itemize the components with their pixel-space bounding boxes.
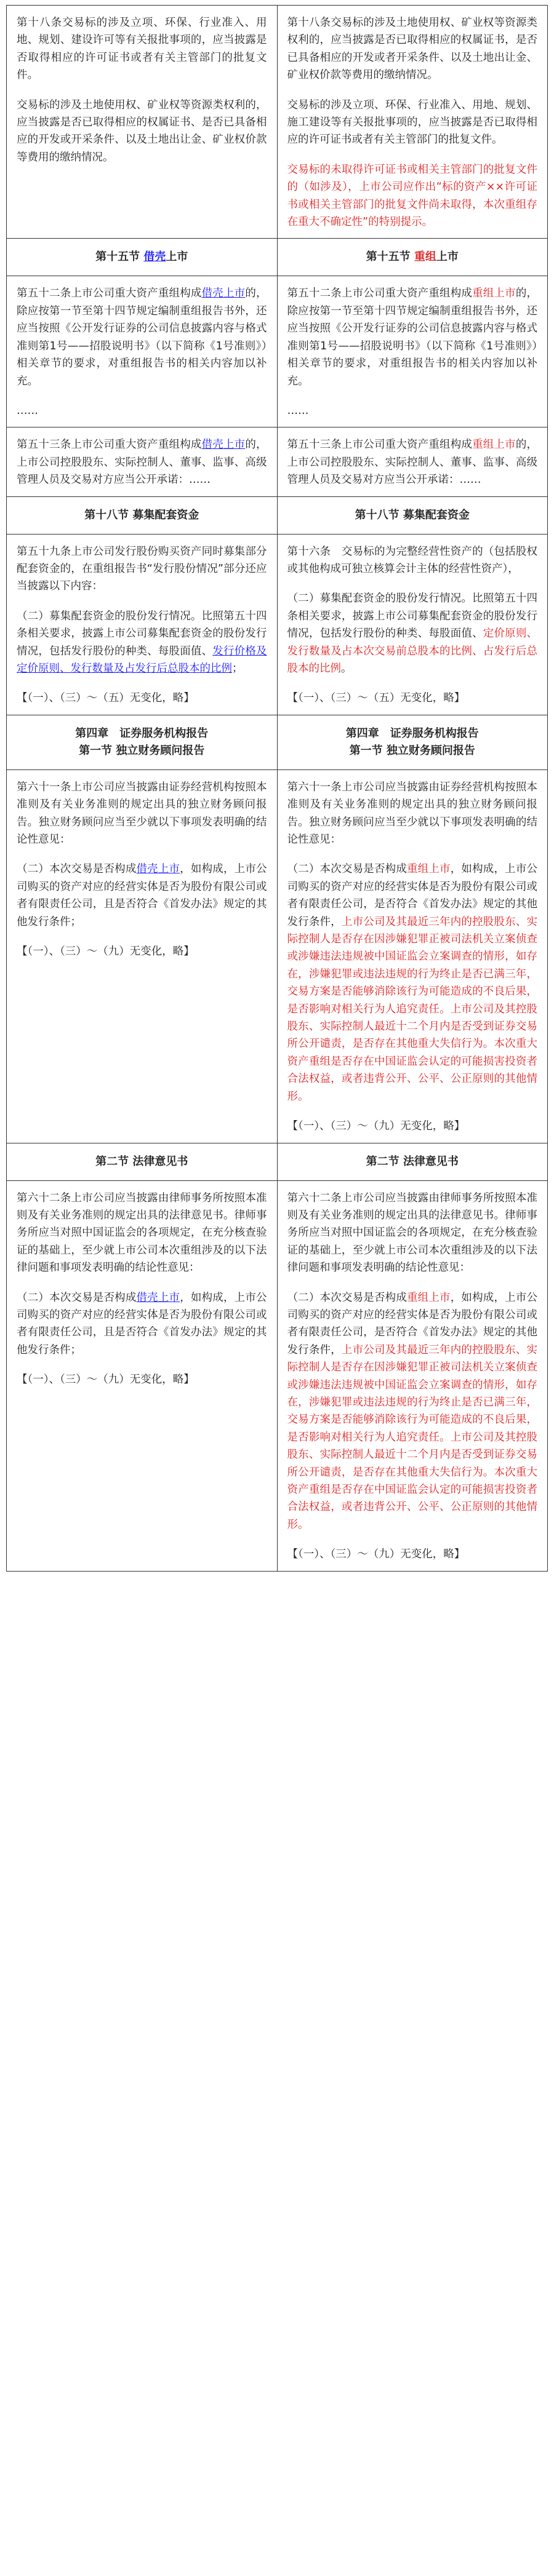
text-run: ，如构成，上市公司购买的资产对应的经营实体是否为股份有限公司或者有限责任公司，是否符合《首发办法》规定的其他发行条件，	[287, 1291, 538, 1356]
text-run: 第六十二条上市公司应当披露由律师事务所按照本准则及有关业务准则的规定出具的法律意见书。律师事务所应当对照中国证监会的各项规定，在充分核查验证的基础上，至少就上市公司本次重组涉及的以下法律问题和事项发表明确的结论性意见：	[287, 1191, 537, 1274]
highlight-revision: 重组上市	[472, 439, 516, 451]
text-run: 【（一）、（三）～（九）无变化，略】	[287, 1120, 465, 1133]
highlight-revision: 重组上市	[407, 1291, 451, 1304]
clause-paragraph	[287, 97, 538, 149]
text-run: （二）本次交易是否构成	[17, 863, 137, 876]
clause-paragraph	[17, 1371, 267, 1388]
text-run: 第四章 证券服务机构报告	[75, 726, 209, 740]
text-run: 第十八条交易标的涉及立项、环保、行业准入、用地、规划、建设许可等有关报批事项的，应当披露是否取得相应的许可证书或者有关主管部门的批复文件。	[17, 17, 267, 82]
clause-row	[7, 534, 548, 715]
section-header-row	[7, 496, 548, 534]
text-run: 第六十二条上市公司应当披露由律师事务所按照本准则及有关业务准则的规定出具的法律意见书。律师事务所应当对照中国证监会的各项规定，在充分核查验证的基础上，至少就上市公司本次重组涉及的以下法律问题和事项发表明确的结论性意见：	[17, 1191, 267, 1274]
original-text-cell	[7, 1143, 278, 1180]
section-header-row	[7, 715, 548, 769]
revised-text-cell	[277, 534, 548, 715]
text-run: 第六十一条上市公司应当披露由证券经营机构按照本准则及有关业务准则的规定出具的独立财务顾问报告。独立财务顾问应当至少就以下事项发表明确的结论性意见：	[287, 781, 537, 846]
clause-paragraph	[287, 402, 538, 419]
text-run: 第二节 法律意见书	[95, 1155, 188, 1168]
revised-text-cell	[277, 769, 548, 1143]
highlight-revision: 重组上市	[407, 863, 451, 876]
clause-paragraph	[17, 690, 267, 707]
clause-row	[7, 427, 548, 496]
text-run: 上市	[436, 250, 459, 264]
text-run: （二）本次交易是否构成	[287, 1291, 407, 1304]
text-run: ，如构成，上市公司购买的资产对应的经营实体是否为股份有限公司或者有限责任公司，且是否符合《首发办法》规定的其他发行条件；	[17, 863, 267, 928]
text-run: （二）本次交易是否构成	[287, 863, 407, 876]
highlight-revision: 重组上市	[472, 287, 516, 300]
clause-paragraph	[17, 285, 267, 389]
highlight-revision: 上市公司及其最近三年内的控股股东、实际控制人是否存在因涉嫌犯罪正被司法机关立案侦查或涉嫌违法违规被中国证监会立案调查的情形，如存在，涉嫌犯罪或违法违规的行为终止是否已满三年，交易方案是否能够消除该行为可能造成的不良后果，是否影响对相关行为人追究责任。上市公司及其控股股东、实际控制人最近十二个月内是否受到证券交易所公开谴责，是否存在其他重大失信行为。本次重大资产重组是否存在中国证监会认定的可能损害投资者合法权益，或者违背公开、公平、公正原则的其他情形。	[287, 1343, 538, 1531]
text-run: 【（一）、（三）～（九）无变化，略】	[17, 1373, 195, 1386]
clause-paragraph	[17, 943, 267, 960]
text-run: 的，上市公司控股股东、实际控制人、董事、监事、高级管理人员及交易对方应当公开承诺：……	[17, 439, 267, 487]
revised-text-cell	[277, 276, 548, 427]
highlight-revision: 定价原则、发行数量及占本次交易前总股本的比例、占发行后总股本的比例	[287, 627, 538, 675]
text-run: （二）募集配套资金的股份发行情况。比照第五十四条相关要求，披露上市公司募集配套资金的股份发行情况，包括发行股份的种类、每股面值、	[17, 610, 267, 658]
highlight-old-term: 借壳上市	[201, 287, 246, 300]
text-run: （二）募集配套资金的股份发行情况。比照第五十四条相关要求，披露上市公司募集配套资金的股份发行情况，包括发行股份的种类、每股面值、	[287, 592, 537, 640]
text-run: ……	[17, 404, 38, 417]
clause-paragraph	[287, 1190, 538, 1277]
text-run: ，如构成，上市公司购买的资产对应的经营实体是否为股份有限公司或者有限责任公司，是否符合《首发办法》规定的其他发行条件，	[287, 863, 538, 928]
clause-paragraph	[17, 14, 267, 84]
revised-text-cell	[277, 6, 548, 239]
highlight-old-term: 借壳上市	[201, 439, 246, 451]
clause-paragraph	[287, 590, 538, 677]
original-text-cell	[7, 427, 278, 496]
text-run: 【（一）、（三）～（九）无变化，略】	[287, 1548, 465, 1561]
text-run: 第十八节 募集配套资金	[355, 508, 470, 522]
clause-paragraph	[17, 1289, 267, 1359]
text-run: 【（一）、（三）～（九）无变化，略】	[17, 945, 195, 958]
revised-text-cell	[277, 1180, 548, 1571]
clause-paragraph	[287, 436, 538, 488]
original-text-cell	[7, 239, 278, 276]
text-run: 第一节 独立财务顾问报告	[349, 744, 475, 757]
original-text-cell	[7, 1180, 278, 1571]
text-run: ……	[287, 404, 309, 417]
original-text-cell	[7, 6, 278, 239]
revised-text-cell	[277, 427, 548, 496]
text-run: 的，上市公司控股股东、实际控制人、董事、监事、高级管理人员及交易对方应当公开承诺：……	[287, 439, 538, 487]
text-run: 第一节 独立财务顾问报告	[79, 744, 205, 757]
original-text-cell	[7, 534, 278, 715]
revised-text-cell	[277, 239, 548, 276]
text-run: 第四章 证券服务机构报告	[345, 726, 479, 740]
clause-paragraph	[17, 402, 267, 419]
clause-paragraph	[287, 161, 538, 231]
revised-text-cell	[277, 496, 548, 534]
text-run: 第十八条交易标的涉及土地使用权、矿业权等资源类权利的，应当披露是否已取得相应的权属证书，是否已具备相应的开发或者开采条件、以及土地出让金、矿业权价款等费用的缴纳情况。	[287, 17, 537, 82]
clause-paragraph	[287, 1289, 538, 1534]
revised-text-cell	[277, 715, 548, 769]
text-run: 【（一）、（三）～（五）无变化，略】	[17, 692, 195, 705]
text-run: 【（一）、（三）～（五）无变化，略】	[287, 692, 465, 705]
original-text-cell	[7, 276, 278, 427]
highlight-old-term: 借壳上市	[136, 1291, 180, 1304]
clause-paragraph	[17, 543, 267, 595]
clause-row	[7, 6, 548, 239]
text-run: 第二节 法律意见书	[366, 1155, 459, 1168]
clause-paragraph	[17, 608, 267, 678]
text-run: 第五十九条上市公司发行股份购买资产同时募集部分配套资金的，在重组报告书“发行股份情况”部分还应当披露以下内容：	[17, 545, 267, 593]
section-header-row	[7, 239, 548, 276]
highlight-old-term: 发行价格及定价原则、发行数量及占发行后总股本的比例	[17, 645, 267, 675]
clause-paragraph	[17, 97, 267, 167]
original-text-cell	[7, 769, 278, 1143]
text-run: 交易标的涉及土地使用权、矿业权等资源类权利的，应当披露是否已取得相应的权属证书、是否已具备相应的开发或开采条件、以及土地出让金、矿业权价款等费用的缴纳情况。	[17, 98, 267, 164]
clause-paragraph	[17, 861, 267, 931]
text-run: 的，除应按第一节至第十四节规定编制重组报告书外，还应当按照《公开发行证券的公司信息披露内容与格式准则第1号——招股说明书》（以下简称《1号准则》）相关章节的要求，对重组报告书的相关内容加以补充。	[287, 287, 538, 388]
original-text-cell	[7, 496, 278, 534]
highlight-revision: 交易标的未取得许可证书或相关主管部门的批复文件的（如涉及），上市公司应作出“标的资产××许可证书或相关主管部门的批复文件尚未取得，本次重组存在重大不确定性”的特别提示。	[287, 163, 537, 229]
text-run: 第十五节	[95, 250, 144, 264]
highlight-revision: 上市公司及其最近三年内的控股股东、实际控制人是否存在因涉嫌犯罪正被司法机关立案侦查或涉嫌违法违规被中国证监会立案调查的情形，如存在，涉嫌犯罪或违法违规的行为终止是否已满三年，交易方案是否能够消除该行为可能造成的不良后果，是否影响对相关行为人追究责任。上市公司及其控股股东、实际控制人最近十二个月内是否受到证券交易所公开谴责，是否存在其他重大失信行为。本次重大资产重组是否存在中国证监会认定的可能损害投资者合法权益，或者违背公开、公平、公正原则的其他情形。	[287, 915, 538, 1103]
text-run: 第五十三条上市公司重大资产重组构成	[287, 439, 473, 451]
clause-row	[7, 1180, 548, 1571]
text-run: 第五十二条上市公司重大资产重组构成	[287, 287, 473, 300]
text-run: 第十五节	[366, 250, 414, 264]
text-run: 交易标的涉及立项、环保、行业准入、用地、规划、施工建设等有关报批事项的，应当披露是否已取得相应的许可证书或者有关主管部门的批复文件。	[287, 98, 537, 146]
clause-paragraph	[287, 543, 538, 578]
clause-paragraph	[17, 1190, 267, 1277]
clause-paragraph	[287, 779, 538, 849]
clause-paragraph	[287, 861, 538, 1105]
clause-paragraph	[287, 14, 538, 84]
text-run: 第五十三条上市公司重大资产重组构成	[17, 439, 202, 451]
text-run: 。	[341, 662, 352, 675]
text-run: 第十八节 募集配套资金	[84, 508, 199, 522]
comparison-table-body	[7, 6, 548, 1572]
clause-paragraph	[17, 779, 267, 849]
text-run: 第十六条 交易标的为完整经营性资产的（包括股权或其他构成可独立核算会计主体的经营性资产），	[287, 545, 537, 575]
comparison-table	[6, 5, 548, 1572]
section-header-row	[7, 1143, 548, 1180]
original-text-cell	[7, 715, 278, 769]
highlight-old-term: 借壳	[143, 250, 166, 264]
text-run: （二）本次交易是否构成	[17, 1291, 137, 1304]
clause-row	[7, 769, 548, 1143]
clause-row	[7, 276, 548, 427]
clause-paragraph	[287, 1118, 538, 1135]
clause-paragraph	[287, 1546, 538, 1563]
highlight-old-term: 借壳上市	[136, 863, 180, 876]
revised-text-cell	[277, 1143, 548, 1180]
text-run: ；	[232, 662, 243, 675]
highlight-revision: 重组	[414, 250, 436, 264]
text-run: 第六十一条上市公司应当披露由证券经营机构按照本准则及有关业务准则的规定出具的独立财务顾问报告。独立财务顾问应当至少就以下事项发表明确的结论性意见：	[17, 781, 267, 846]
clause-paragraph	[287, 285, 538, 389]
text-run: 的，除应按第一节至第十四节规定编制重组报告书外，还应当按照《公开发行证券的公司信息披露内容与格式准则第1号——招股说明书》（以下简称《1号准则》）相关章节的要求，对重组报告书的相关内容加以补充。	[17, 287, 267, 388]
clause-paragraph	[287, 690, 538, 707]
clause-paragraph	[17, 436, 267, 488]
text-run: 第五十二条上市公司重大资产重组构成	[17, 287, 202, 300]
text-run: 上市	[166, 250, 188, 264]
text-run: ，如构成，上市公司购买的资产对应的经营实体是否为股份有限公司或者有限责任公司，且是否符合《首发办法》规定的其他发行条件；	[17, 1291, 267, 1356]
